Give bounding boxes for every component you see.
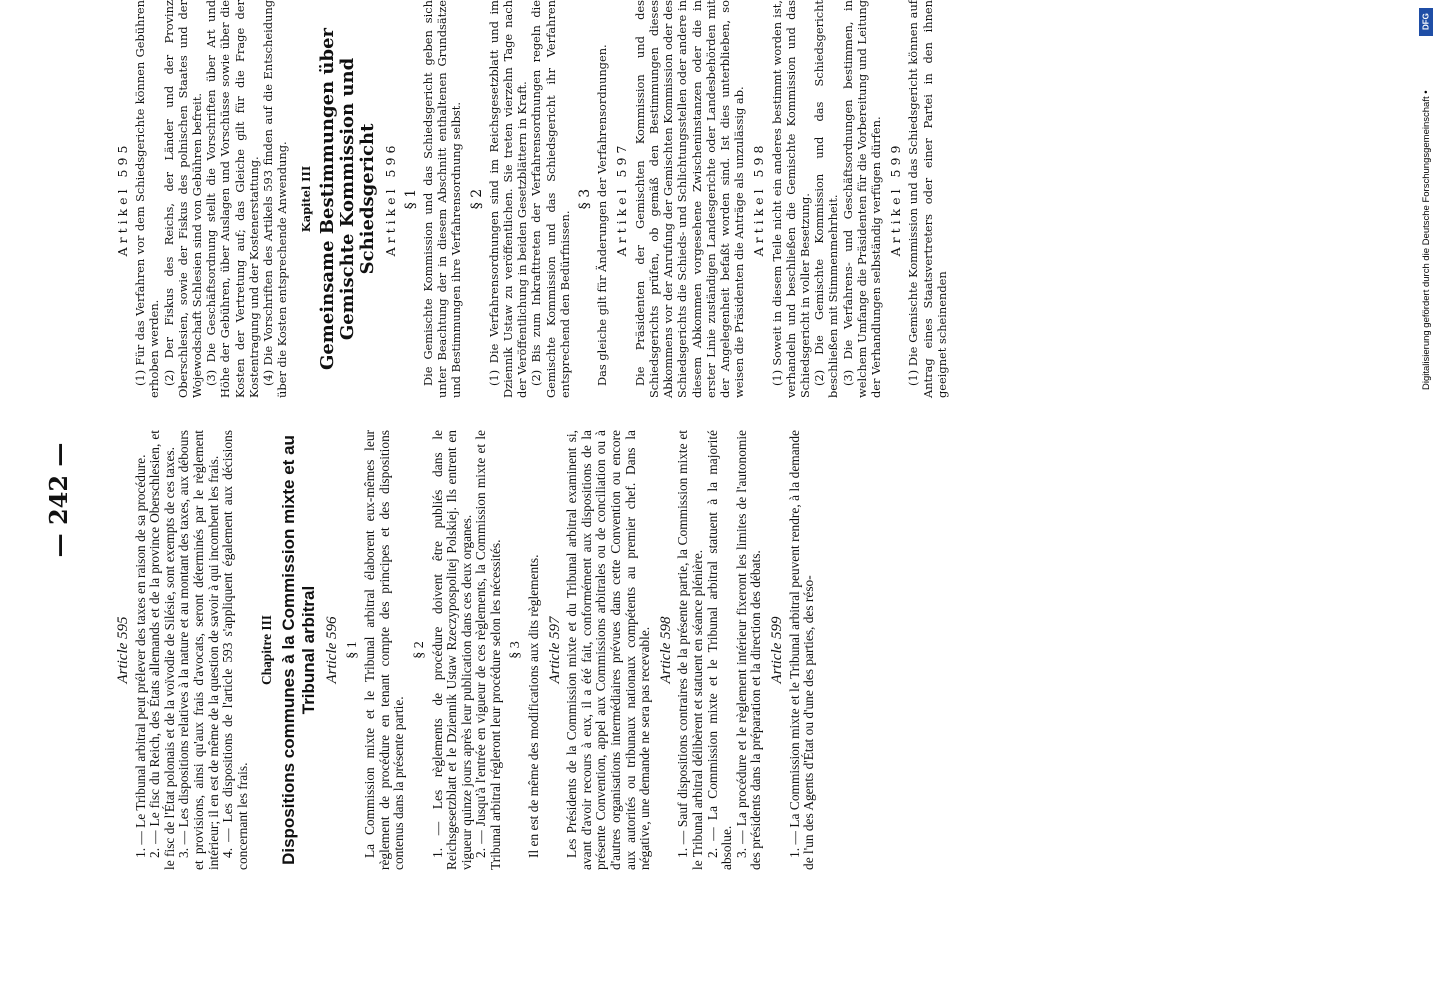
section-3-heading-fr: § 3 <box>508 641 524 659</box>
paragraph: 1. — Les règlements de procédure doivent être publiés dans le Reichsgesetzblatt et le Dziennik Ustaw Rzeczypospolitej Polskiej. Ils entrent en vigueur quinze jours après leur publication dans ces deux organes. <box>429 430 474 870</box>
paragraph: (3) Die Verfahrens- und Geschäftsordnungen bestimmen, in welchem Umfange die Präsidenten für die Vorbereitung und Leitung der Verhandlungen selbständig verfügen dürfen. <box>840 0 883 398</box>
paragraph: Les Présidents de la Commission mixte et du Tribunal arbitral examinent si, avant d'avoir recours à eux, il a été fait, conformément aux dispositions de la présente Convention, appel aux Commissions arbitrales ou de conciliation ou à d'autres organisations intermédiaires prévues dans cette Convention ou encore aux autorités ou tribunaux nationaux compétents au premier chef. Dans la négative, une demande ne sera pas recevable. <box>564 430 653 870</box>
article-598-heading-fr: Article 598 <box>657 616 674 684</box>
article-598-heading-de: Artikel 598 <box>751 141 767 257</box>
paragraph: Die Gemischte Kommission und das Schiedsgericht geben sich unter Beachtung der in diesem Abschnitt enthaltenen Grundsätze und Bestimmungen ihre Verfahrensordnung selbst. <box>421 0 464 398</box>
chapter-title-fr: Dispositions communes à la Commission mixte et au Tribunal arbitral <box>278 435 318 865</box>
section-1-heading-de: § 1 <box>402 188 419 210</box>
paragraph: 3. — La procédure et le règlement intérieur fixeront les limites de l'autonomie des présidents dans la préparation et la direction des débats. <box>733 430 764 870</box>
paragraph: (1) Die Verfahrensordnungen sind im Reichsgesetzblatt und im Dziennik Ustaw zu veröffentlichen. Sie treten vierzehn Tage nach der Veröffentlichung in beiden Gesetzblättern in Kraft. <box>486 0 530 398</box>
article-597-heading-de: Artikel 597 <box>614 141 630 257</box>
paragraph: (2) Die Gemischte Kommission und das Schiedsgericht beschließen mit Stimmenmehrheit. <box>812 0 841 398</box>
article-597-heading-fr: Article 597 <box>546 616 563 684</box>
section-1-heading-fr: § 1 <box>344 641 360 659</box>
article-595-heading-de: Artikel 595 <box>115 141 130 257</box>
french-column <box>110 430 817 870</box>
section-2-heading-de: § 2 <box>468 188 485 210</box>
article-599-heading-de: Artikel 599 <box>888 141 904 257</box>
article-596-heading-de: Artikel 596 <box>382 141 398 257</box>
paragraph: Das gleiche gilt für Änderungen der Verfahrensordnungen. <box>595 44 610 386</box>
paragraph: (2) Bis zum Inkrafttreten der Verfahrensordnungen regeln die Gemischte Kommission und das Schiedsgericht ihr Verfahren entsprechend den Bedürfnissen. <box>529 0 572 398</box>
chapter-label-fr: Chapitre III <box>259 614 275 686</box>
german-column <box>110 0 949 398</box>
paragraph: La Commission mixte et le Tribunal arbitral élaborent eux-mêmes leur règlement de procédure en tenant compte des principes et des dispositions contenus dans la présente partie. <box>362 430 407 870</box>
chapter-label-de: Kapitel III <box>299 165 314 233</box>
paragraph: 4. — Les dispositions de l'article 593 s'appliquent également aux décisions concernant les frais. <box>220 430 250 870</box>
article-599-heading-fr: Article 599 <box>768 616 785 684</box>
paragraph: 1. — La Commission mixte et le Tribunal arbitral peuvent rendre, à la demande de l'un des Agents d'État ou d'une des parties, des réso- <box>786 430 817 870</box>
dfg-logo: DFG <box>1419 8 1433 36</box>
section-2-heading-fr: § 2 <box>411 641 427 659</box>
paragraph: (1) Soweit in diesem Teile nicht ein anderes bestimmt worden ist, verhandeln und beschließen die Gemischte Kommission und das Schiedsgericht in voller Besetzung. <box>769 0 812 398</box>
chapter-title-de: Gemeinsame Bestimmungen über Gemischte Kommission und Schiedsgericht <box>316 27 378 371</box>
paragraph: (3) Die Geschäftsordnung stellt die Vorschriften über Art und Höhe der Gebühren, über Auslagen und Vorschüsse sowie über die Kosten der Vertretung auf; das Gleiche gilt für die Frage der Kostentragung und der Kostenerstattung. <box>204 0 261 398</box>
paragraph: Die Präsidenten der Gemischten Kommission und des Schiedsgerichts prüfen, ob gemäß den Bestimmungen dieses Abkommens vor der Anrufung der Gemischten Kommission oder des Schiedsgerichts die Schieds- und Schlichtungsstellen oder andere in diesem Abkommen vorgesehene Zwischeninstanzen oder die in erster Linie zuständigen Landesgerichte oder Landesbehörden mit der Angelegenheit befaßt worden sind. Ist dies unterblieben, so weisen die Präsidenten die Anträge als unzulässig ab. <box>632 0 747 398</box>
paragraph: (1) Die Gemischte Kommission und das Schiedsgericht können auf Antrag eines Staatsvertreters oder einer Partei in den ihnen geeignet scheinenden <box>906 0 949 398</box>
paragraph: 2. — Le fisc du Reich, des États allemands et de la province Oberschlesien, et le fisc de l'État polonais et de la voïvodie de Silésie, sont exempts de ces taxes. <box>147 430 177 870</box>
paragraph: Il en est de même des modifications aux dits règlements. <box>526 554 542 858</box>
paragraph: (1) Für das Verfahren vor dem Schiedsgerichte können Gebühren erhoben werden. <box>133 0 162 398</box>
paragraph: 3. — Les dispositions relatives à la nature et au montant des taxes, aux débours et provisions, ainsi qu'aux frais d'avocats, seront déterminés par le règlement intérieur; il en est de même de la question de savoir à qui incombent les frais. <box>176 430 221 870</box>
paragraph: (4) Die Vorschriften des Artikels 593 finden auf die Entscheidung über die Kosten entsprechende Anwendung. <box>261 0 290 398</box>
digitization-footer: Digitalisierung gefördert durch die Deutsche Forschungsgemeinschaft • <box>1421 90 1432 390</box>
paragraph: 2. — Jusqu'à l'entrée en vigueur de ces règlements, la Commission mixte et le Tribunal arbitral régleront leur procédure selon les nécessités. <box>473 430 503 870</box>
article-596-heading-fr: Article 596 <box>323 616 340 684</box>
section-3-heading-de: § 3 <box>577 188 594 210</box>
paragraph: 1. — Sauf dispositions contraires de la présente partie, la Commission mixte et le Tribunal arbitral délibèrent et statuent en séance plénière. <box>675 430 705 870</box>
paragraph: 1. — Le Tribunal arbitral peut prélever des taxes en raison de sa procédure. <box>132 454 148 858</box>
page-number: — 242 — <box>44 442 73 558</box>
paragraph: 2. — La Commission mixte et le Tribunal arbitral statuent à la majorité absolue. <box>704 430 735 870</box>
article-595-heading-fr: Article 595 <box>115 616 131 684</box>
paragraph: (2) Der Fiskus des Reichs, der Länder und der Provinz Oberschlesien, sowie der Fiskus des polnischen Staates und der Wojewodschaft Schlesien sind von Gebühren befreit. <box>161 0 205 398</box>
